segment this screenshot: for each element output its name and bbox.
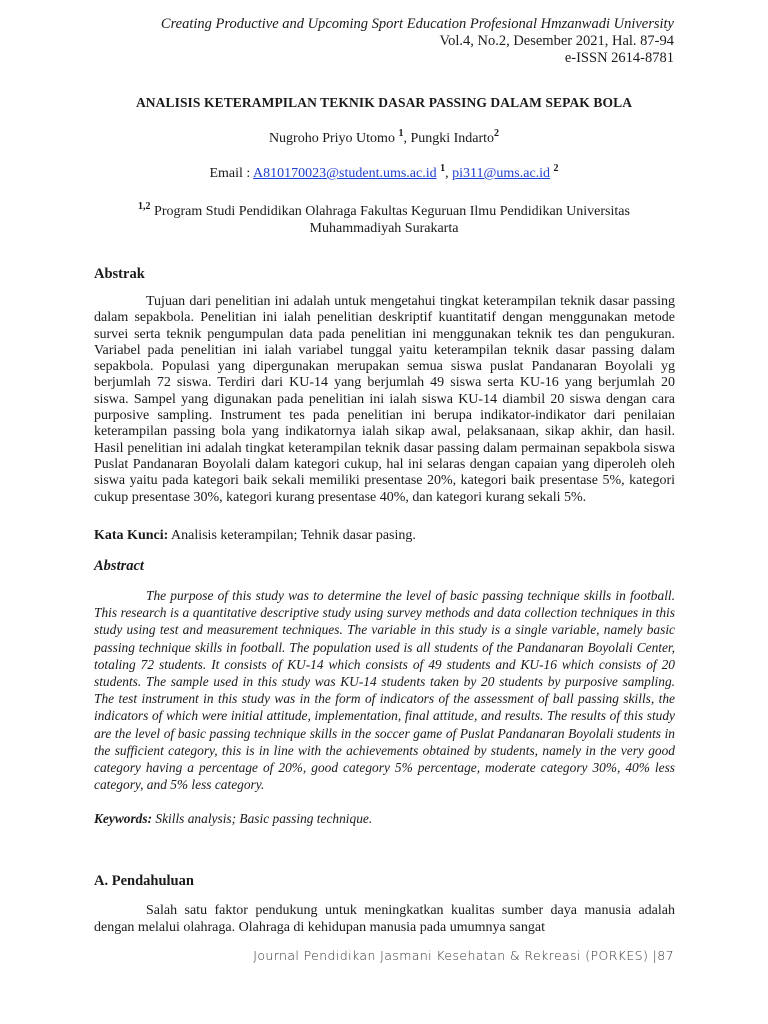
author-name: Nugroho Priyo Utomo: [268, 131, 399, 146]
journal-header-title: Creating Productive and Upcoming Sport Education Profesional Hmzanwadi University: [160, 16, 674, 32]
section-body: Salah satu faktor pendukung untuk meningkatkan kualitas sumber daya manusia adalah dengan melalui olahraga. Olahraga di kehidupan manusia pada umumnya sangat: [94, 903, 675, 935]
author-name: Pungki Indarto: [410, 131, 495, 146]
kata-kunci: [94, 528, 416, 544]
email-label: Email :: [209, 166, 254, 181]
keywords-label: Keywords:: [94, 811, 153, 826]
affiliation-superscript: 1,2: [138, 201, 151, 212]
email-separator: ,: [445, 166, 453, 181]
section-heading: A. Pendahuluan: [94, 873, 194, 889]
affiliation-text: Program Studi Pendidikan Olahraga Fakultas Keguruan Ilmu Pendidikan Universitas Muhammadiyah Surakarta: [150, 204, 630, 236]
keywords: [94, 811, 372, 827]
journal-issn: e-ISSN 2614-8781: [564, 50, 674, 66]
page-footer: Journal Pendidikan Jasmani Kesehatan & Rekreasi (PORKES) |87: [253, 948, 674, 963]
affiliation: [100, 203, 668, 237]
author-separator: ,: [403, 131, 411, 146]
author-superscript: 1: [398, 128, 404, 139]
kata-kunci-text: Analisis keterampilan; Tehnik dasar pasing.: [168, 528, 416, 543]
abstract-body: The purpose of this study was to determine the level of basic passing technique skills in football. This research is a quantitative descriptive study using survey methods and data collection techniques in this study using test and measurement techniques. The variable in this study is a single variable, namely basic passing technique skills in football. The population used is all students of the Pandanaran Boyolali Center, totaling 72 students. It consists of KU-14 which consists of 49 students and KU-16 which consists of 20 students. The sample used in this study was KU-14 students taken by 20 students by purposive sampling. The test instrument in this study was in the form of indicators of the assessment of ball passing skills, the indicators of which were initial attitude, implementation, final attitude, and results. The results of this study are the level of basic passing technique skills in the soccer game of Puslat Pandanaran Boyolali students in the sufficient category, this is in line with the achievements obtained by students, namely in the very good category having a percentage of 20%, good category 5% percentage, moderate category 30%, 40% less category, and 5% less category.: [94, 588, 675, 793]
email-superscript: 2: [553, 163, 559, 174]
author-superscript: 2: [494, 128, 500, 139]
abstract-heading: Abstract: [94, 558, 144, 574]
keywords-text: Skills analysis; Basic passing technique.: [152, 811, 373, 826]
email-superscript: 1: [440, 163, 446, 174]
email-link[interactable]: A810170023@student.ums.ac.id: [253, 166, 437, 181]
article-title: ANALISIS KETERAMPILAN TEKNIK DASAR PASSING DALAM SEPAK BOLA: [135, 95, 633, 110]
email-line: [0, 163, 768, 182]
email-link[interactable]: pi311@ums.ac.id: [452, 166, 551, 181]
author-list: [0, 128, 768, 147]
kata-kunci-label: Kata Kunci:: [94, 528, 169, 543]
journal-volume-info: Vol.4, No.2, Desember 2021, Hal. 87-94: [439, 33, 674, 49]
abstrak-body: Tujuan dari penelitian ini adalah untuk mengetahui tingkat keterampilan teknik dasar passing dalam sepakbola. Penelitian ini ialah penelitian deskriptif kuantitatif dengan menggunakan metode survei serta teknik pengumpulan data pada penelitian ini menggunakan teknik tes dan pengukuran. Variabel pada penelitian ini ialah variabel tunggal yaitu keterampilan teknik dasar passing dalam sepakbola. Populasi yang dipergunakan merupakan semua siswa puslat Pandanaran Boyolali yg berjumlah 72 siswa. Terdiri dari KU-14 yang berjumlah 49 siswa serta KU-16 yang berjumlah 20 siswa. Sampel yang digunakan pada penelitian ini ialah siswa KU-14 diambil 20 siswa dengan cara purposive sampling. Instrument tes pada penelitian ini berupa indikator-indikator dari penilaian keterampilan passing bola yang indikatornya ialah sikap awal, pelaksanaan, sikap akhir, dan hasil. Hasil penelitian ini adalah tingkat keterampilan teknik dasar passing dalam permainan sepakbola siswa Puslat Pandanaran Boyolali dalam kategori cukup, hal ini selaras dengan capaian yang diperoleh oleh siswa yaitu pada kategori baik sekali memiliki presentase 20%, kategori baik presentase 5%, kategori cukup presentase 30%, kategori kurang presentase 40%, dan kategori kurang sekali 5%.: [94, 294, 675, 505]
abstrak-heading: Abstrak: [94, 266, 145, 282]
